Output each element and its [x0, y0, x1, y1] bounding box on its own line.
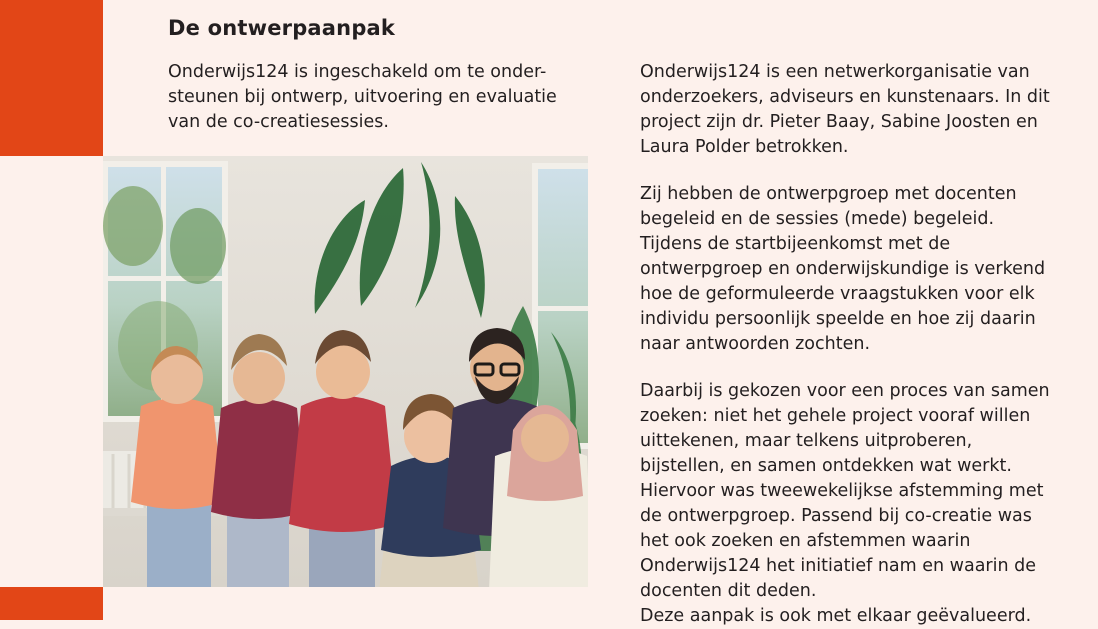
- group-photo-illustration: [103, 156, 588, 587]
- body-text-column: [640, 60, 1060, 629]
- accent-bar-top: [0, 0, 103, 156]
- page-title: De ontwerpaanpak: [168, 16, 396, 40]
- paragraph-2: Zij hebben de ontwerpgroep met docenten begeleid en de sessies (mede) begeleid. Tijdens de startbijeenkomst met de ontwerpgroep en onderwijskundige is verkend hoe de geformuleerde vraagstukken voor elk individu persoonlijk speelde en hoe zij daarin naar antwoorden zochten.: [640, 184, 1046, 354]
- paragraph-3: Daarbij is gekozen voor een proces van samen zoeken: niet het gehele project vooraf willen uittekenen, maar telkens uitproberen, bijstellen, en samen ontdekken wat werkt. Hiervoor was tweewekelijkse afstemming met de ontwerpgroep. Passend bij co-creatie was het ook zoeken en afstemmen waarin Onderwijs124 het initiatief nam en waarin de docenten dit deden.: [640, 381, 1050, 601]
- paragraph-1: Onderwijs124 is een netwerkorganisatie van onderzoekers, adviseurs en kunstenaars. In dit project zijn dr. Pieter Baay, Sabine Joosten en Laura Polder betrokken.: [640, 62, 1050, 157]
- paragraph-4: Deze aanpak is ook met elkaar geëvalueerd.: [640, 606, 1032, 626]
- accent-bar-bottom: [0, 587, 103, 620]
- group-photo: [103, 156, 588, 587]
- intro-paragraph: Onderwijs124 is ingeschakeld om te onder-steunen bij ontwerp, uitvoering en evaluatie van de co-creatiesessies.: [168, 62, 557, 132]
